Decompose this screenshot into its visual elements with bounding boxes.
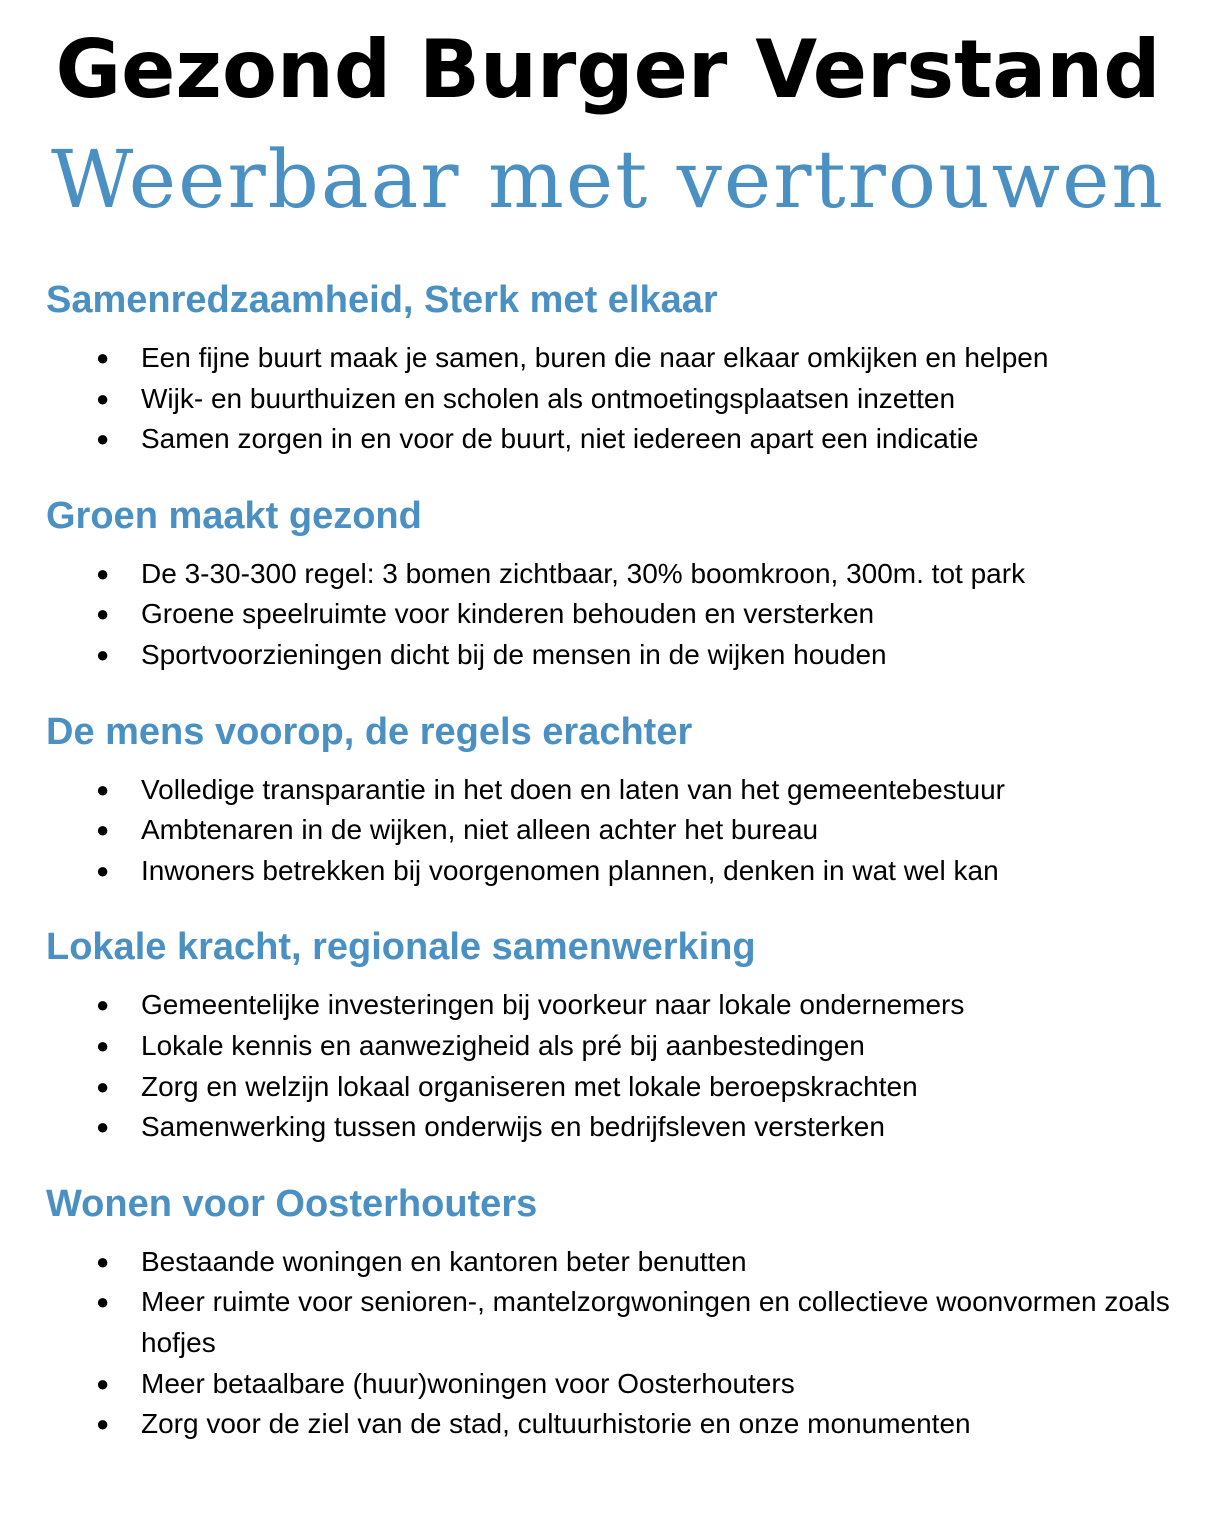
bullet-list bbox=[46, 554, 1176, 676]
page-title: Gezond Burger Verstand bbox=[55, 23, 1161, 116]
list-item-text: Lokale kennis en aanwezigheid als pré bij aanbestedingen bbox=[141, 1029, 865, 1061]
bullet-icon: ● bbox=[96, 385, 110, 411]
bullet-icon: ● bbox=[96, 601, 110, 627]
bullet-icon: ● bbox=[96, 992, 110, 1018]
list-item bbox=[46, 338, 1176, 379]
list-item bbox=[46, 770, 1176, 811]
list-item bbox=[46, 1067, 1176, 1108]
section bbox=[46, 923, 1176, 1147]
list-item bbox=[46, 810, 1176, 851]
list-item bbox=[46, 379, 1176, 420]
list-item-text: Inwoners betrekken bij voorgenomen plannen, denken in wat wel kan bbox=[141, 854, 999, 886]
bullet-icon: ● bbox=[96, 1370, 110, 1396]
list-item-text: Samenwerking tussen onderwijs en bedrijfsleven versterken bbox=[141, 1111, 885, 1143]
bullet-icon: ● bbox=[96, 1032, 110, 1058]
list-item bbox=[46, 1364, 1176, 1405]
list-item-text: Bestaande woningen en kantoren beter benutten bbox=[141, 1245, 747, 1277]
bullet-list bbox=[46, 338, 1176, 460]
list-item-text: Ambtenaren in de wijken, niet alleen achter het bureau bbox=[141, 814, 819, 846]
list-item-text: Meer ruimte voor senioren-, mantelzorgwoningen en collectieve woonvormen zoals hofjes bbox=[141, 1286, 1170, 1358]
sections-container bbox=[46, 276, 1176, 1477]
list-item-text: Gemeentelijke investeringen bij voorkeur naar lokale ondernemers bbox=[141, 989, 965, 1021]
section bbox=[46, 276, 1176, 460]
list-item bbox=[46, 851, 1176, 892]
list-item-text: Samen zorgen in en voor de buurt, niet iedereen apart een indicatie bbox=[141, 423, 979, 455]
list-item-text: Wijk- en buurthuizen en scholen als ontmoetingsplaatsen inzetten bbox=[141, 382, 956, 414]
section bbox=[46, 492, 1176, 676]
list-item bbox=[46, 1404, 1176, 1445]
bullet-icon: ● bbox=[96, 345, 110, 370]
list-item bbox=[46, 1282, 1176, 1363]
list-item bbox=[46, 635, 1176, 676]
list-item bbox=[46, 594, 1176, 635]
section-heading: Samenredzaamheid, Sterk met elkaar bbox=[46, 279, 718, 321]
bullet-icon: ● bbox=[96, 1073, 110, 1099]
list-item-text: Volledige transparantie in het doen en laten van het gemeentebestuur bbox=[141, 773, 1005, 805]
section-heading: Lokale kracht, regionale samenwerking bbox=[46, 926, 756, 969]
page-subtitle: Weerbaar met vertrouwen bbox=[51, 133, 1165, 226]
bullet-icon: ● bbox=[96, 857, 110, 883]
list-item-text: Sportvoorzieningen dicht bij de mensen in de wijken houden bbox=[141, 638, 887, 670]
bullet-icon: ● bbox=[96, 641, 110, 667]
list-item bbox=[46, 1242, 1176, 1283]
bullet-icon: ● bbox=[96, 817, 110, 843]
list-item-text: De 3-30-300 regel: 3 bomen zichtbaar, 30% boomkroon, 300m. tot park bbox=[141, 557, 1026, 589]
bullet-icon: ● bbox=[96, 1114, 110, 1140]
bullet-list bbox=[46, 985, 1176, 1147]
bullet-list bbox=[46, 770, 1176, 892]
section bbox=[46, 1180, 1176, 1445]
list-item bbox=[46, 985, 1176, 1026]
bullet-list bbox=[46, 1242, 1176, 1445]
bullet-icon: ● bbox=[96, 776, 110, 802]
list-item-text: Een fijne buurt maak je samen, buren die naar elkaar omkijken en helpen bbox=[141, 342, 1049, 373]
section bbox=[46, 708, 1176, 892]
section-heading: Wonen voor Oosterhouters bbox=[46, 1182, 538, 1225]
list-item-text: Meer betaalbare (huur)woningen voor Oosterhouters bbox=[141, 1367, 795, 1399]
bullet-icon: ● bbox=[96, 1411, 110, 1437]
list-item bbox=[46, 1026, 1176, 1067]
list-item-text: Groene speelruimte voor kinderen behouden en versterken bbox=[141, 598, 875, 630]
list-item bbox=[46, 419, 1176, 460]
bullet-icon: ● bbox=[96, 426, 110, 452]
bullet-icon: ● bbox=[96, 1289, 110, 1315]
section-heading: Groen maakt gezond bbox=[46, 494, 422, 537]
bullet-icon: ● bbox=[96, 560, 110, 586]
bullet-icon: ● bbox=[96, 1248, 110, 1274]
list-item-text: Zorg en welzijn lokaal organiseren met lokale beroepskrachten bbox=[141, 1070, 918, 1102]
list-item bbox=[46, 1107, 1176, 1148]
list-item-text: Zorg voor de ziel van de stad, cultuurhistorie en onze monumenten bbox=[141, 1408, 971, 1440]
section-heading: De mens voorop, de regels erachter bbox=[46, 710, 693, 753]
list-item bbox=[46, 554, 1176, 595]
